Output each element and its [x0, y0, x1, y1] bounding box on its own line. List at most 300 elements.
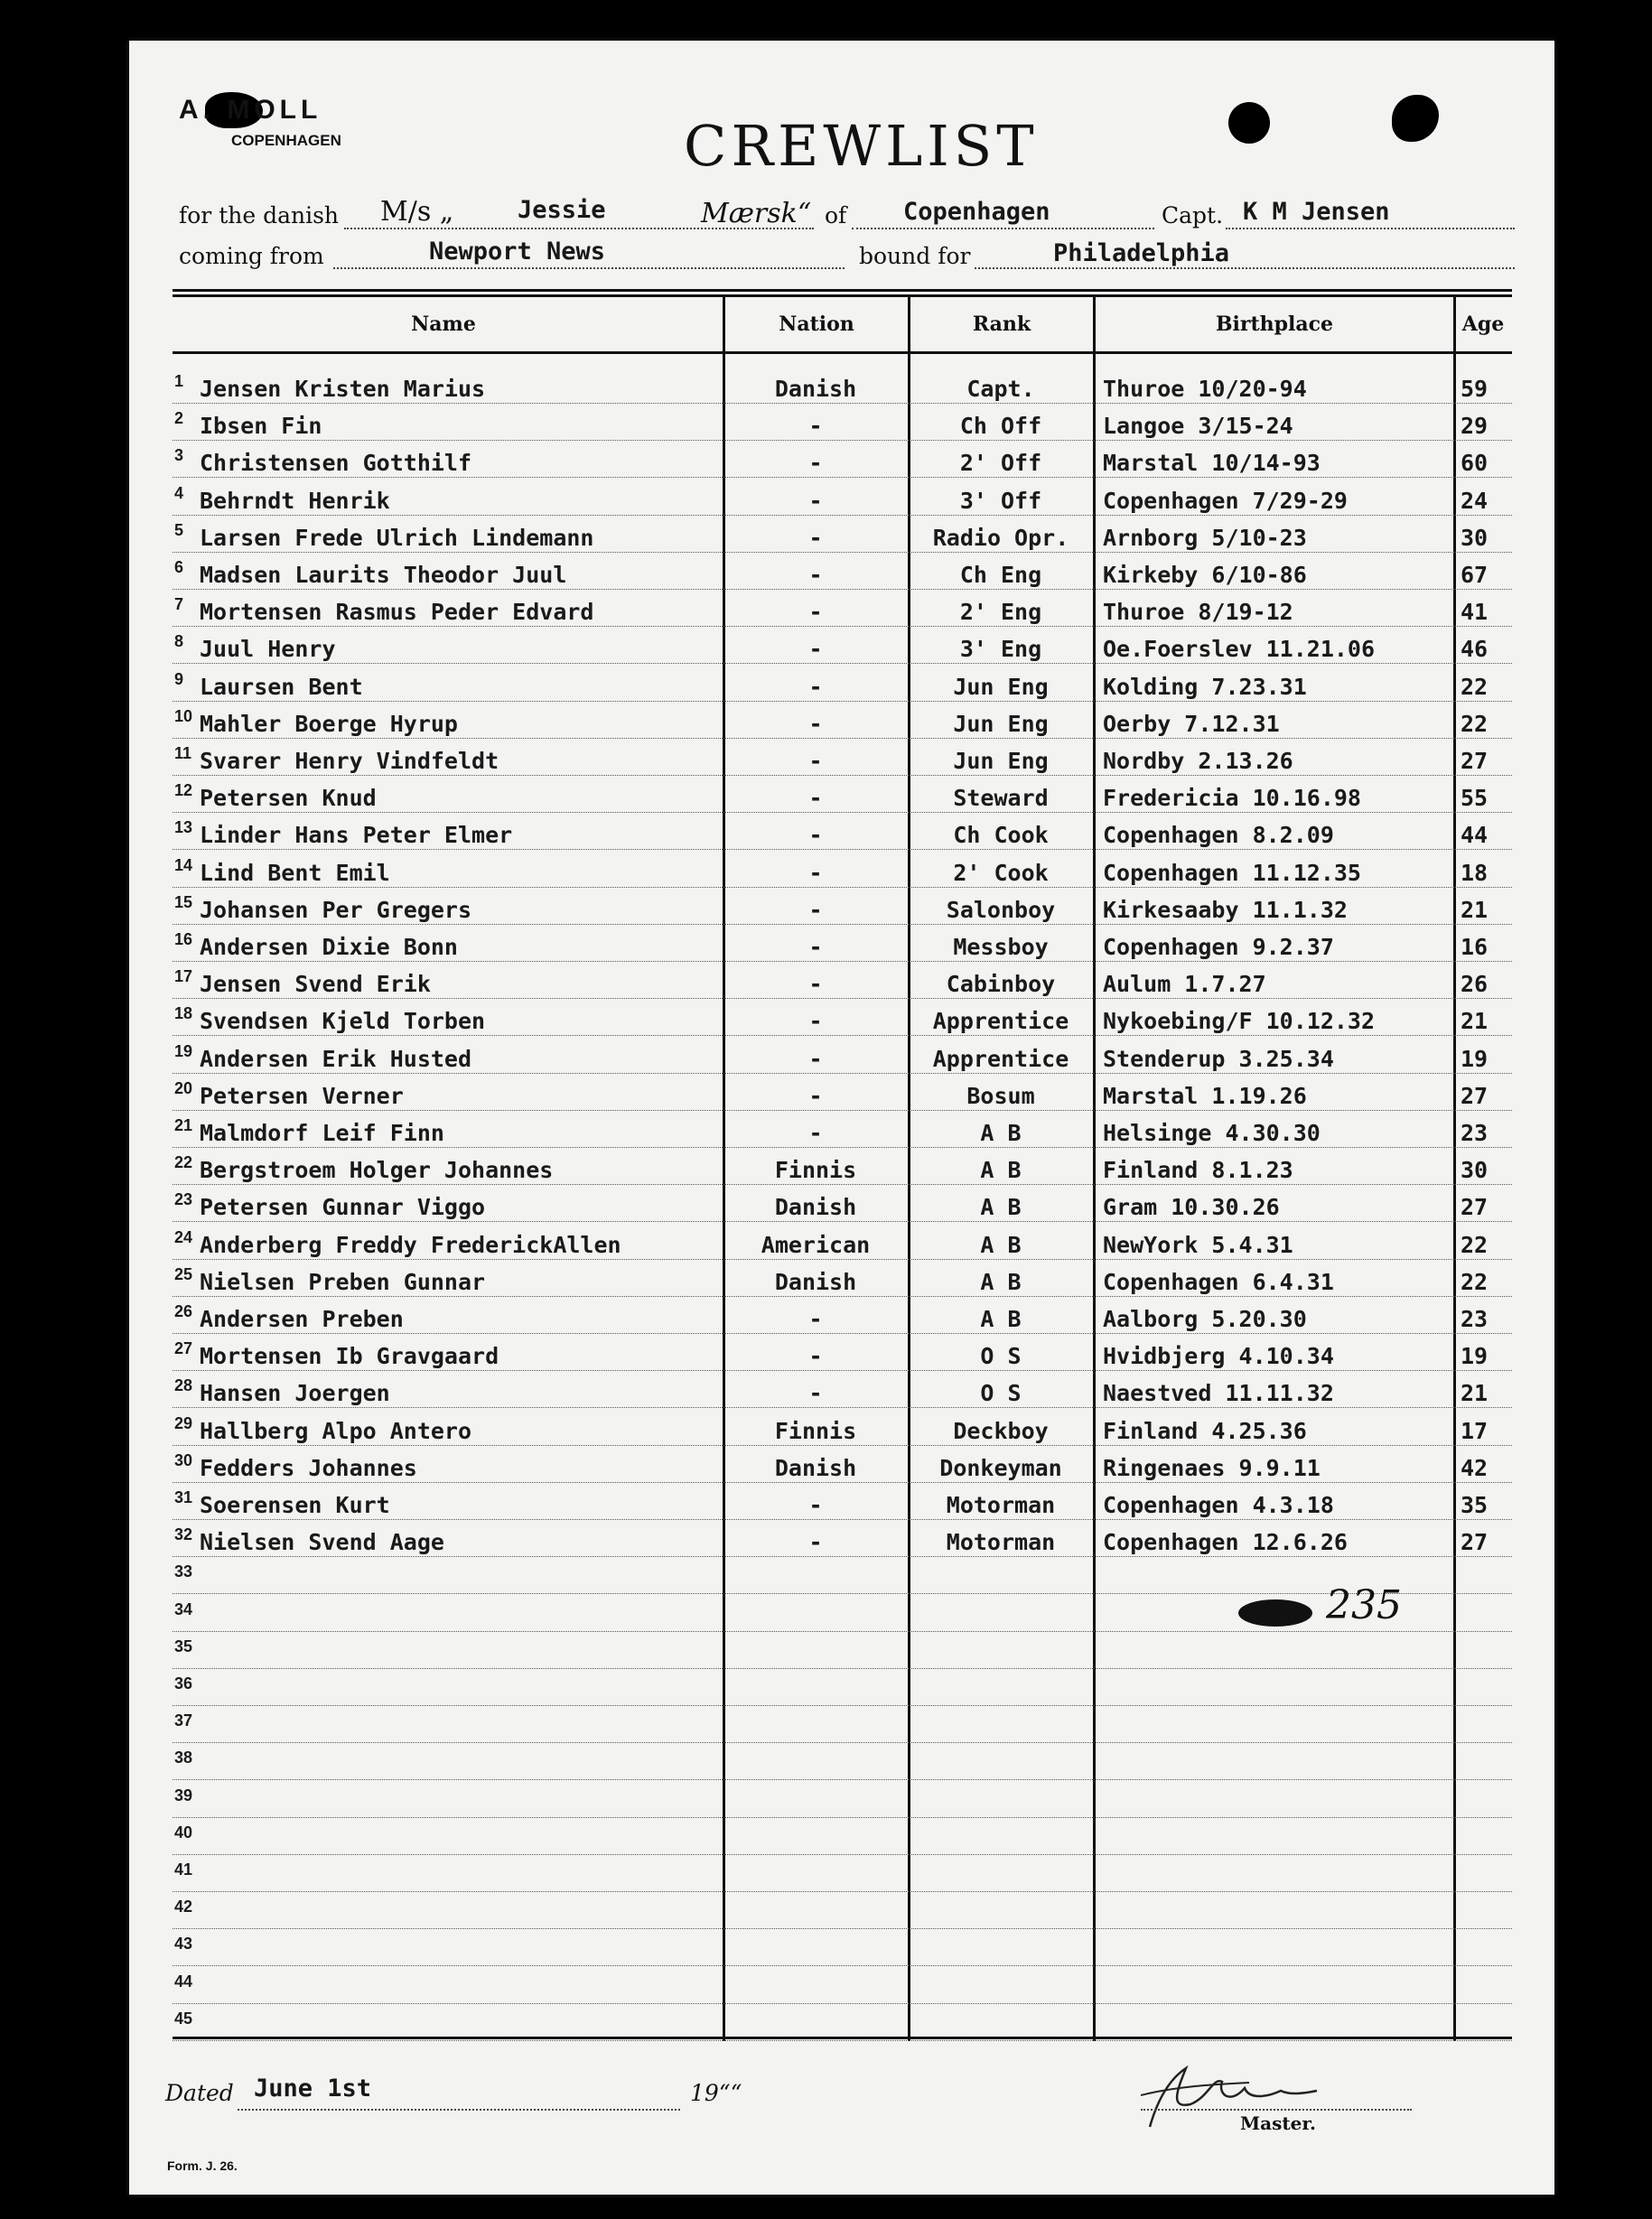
- crew-age: 41: [1461, 599, 1489, 626]
- row-number: 17: [174, 967, 193, 986]
- crew-birthplace: Aulum 1.7.27: [1103, 971, 1266, 998]
- crew-rank: O S: [980, 1380, 1022, 1407]
- row-number: 23: [174, 1190, 193, 1209]
- crew-name: Mortensen Ib Gravgaard: [200, 1343, 499, 1370]
- row-rule: [173, 552, 1512, 553]
- row-rule: [173, 849, 1512, 850]
- crew-name: Ibsen Fin: [200, 413, 322, 440]
- table-row: [173, 595, 1512, 631]
- crew-rank: 2' Eng: [959, 599, 1042, 626]
- row-number: 22: [174, 1153, 193, 1172]
- year-field: 19““: [690, 2080, 742, 2106]
- crew-age: 22: [1461, 1268, 1489, 1295]
- crew-age: 46: [1461, 636, 1489, 663]
- row-number: 38: [174, 1748, 193, 1767]
- crew-age: 67: [1461, 562, 1489, 588]
- table-row: [173, 707, 1512, 743]
- row-rule: [173, 1742, 1512, 1743]
- row-rule: [173, 738, 1512, 739]
- dated-value: June 1st: [254, 2074, 372, 2102]
- crew-birthplace: Copenhagen 7/29-29: [1103, 487, 1348, 514]
- crewlist-form: [129, 41, 1554, 2195]
- crew-name: Behrndt Henrik: [200, 487, 390, 514]
- crew-name: Lind Bent Emil: [200, 859, 390, 886]
- table-row: [173, 1116, 1512, 1152]
- row-number: 6: [174, 558, 184, 576]
- crew-rank: 3' Eng: [959, 636, 1042, 663]
- crew-name: Bergstroem Holger Johannes: [200, 1157, 554, 1184]
- crew-nation: -: [808, 859, 823, 886]
- crew-age: 30: [1461, 524, 1489, 551]
- row-rule: [173, 887, 1512, 888]
- crew-nation: Danish: [774, 1454, 857, 1481]
- row-number: 2: [174, 409, 184, 428]
- crew-rank: Motorman: [946, 1529, 1056, 1556]
- row-rule: [173, 812, 1512, 813]
- crew-birthplace: Marstal 1.19.26: [1103, 1082, 1307, 1109]
- row-rule: [173, 1296, 1512, 1297]
- row-rule: [173, 1482, 1512, 1483]
- crew-name: Madsen Laurits Theodor Juul: [200, 562, 567, 588]
- row-number: 32: [174, 1525, 193, 1544]
- table-row: [173, 1562, 1512, 1599]
- crew-age: 21: [1461, 896, 1489, 923]
- table-row: [173, 967, 1512, 1003]
- crew-rank: Steward: [953, 785, 1049, 812]
- crew-rank: A B: [980, 1194, 1022, 1221]
- crew-name: Christensen Gotthilf: [200, 450, 472, 477]
- row-rule: [173, 1705, 1512, 1706]
- row-rule: [173, 477, 1512, 478]
- row-rule: [173, 1891, 1512, 1892]
- crew-nation: -: [808, 673, 823, 700]
- table-row: [173, 670, 1512, 706]
- crew-rank: Ch Eng: [959, 562, 1042, 588]
- row-number: 7: [174, 595, 184, 614]
- row-number: 36: [174, 1674, 193, 1692]
- crew-birthplace: Naestved 11.11.32: [1103, 1380, 1334, 1407]
- table-row: [173, 1786, 1512, 1823]
- row-number: 15: [174, 892, 193, 911]
- table-row: [173, 1711, 1512, 1748]
- crew-rank: Ch Cook: [953, 822, 1049, 849]
- crew-nation: -: [808, 748, 823, 774]
- crew-name: Jensen Kristen Marius: [200, 376, 486, 402]
- row-number: 20: [174, 1078, 193, 1097]
- crew-birthplace: Kirkeby 6/10-86: [1103, 562, 1307, 588]
- coming-from-label: coming from: [179, 243, 324, 269]
- crew-age: 22: [1461, 1231, 1489, 1258]
- column-header-age: Age: [1461, 312, 1505, 336]
- table-row: [173, 446, 1512, 482]
- table-row: [173, 1897, 1512, 1934]
- crew-name: Hansen Joergen: [200, 1380, 390, 1407]
- crew-age: 30: [1461, 1157, 1489, 1184]
- row-number: 35: [174, 1636, 193, 1655]
- crew-nation: -: [808, 599, 823, 626]
- crew-rank: Apprentice: [932, 1008, 1069, 1035]
- crew-age: 55: [1461, 785, 1489, 812]
- crew-birthplace: NewYork 5.4.31: [1103, 1231, 1293, 1258]
- crew-nation: Danish: [774, 1194, 857, 1221]
- column-header-name: Name: [411, 312, 476, 336]
- row-rule: [173, 701, 1512, 702]
- crew-nation: -: [808, 1082, 823, 1109]
- crew-birthplace: Oerby 7.12.31: [1103, 710, 1280, 737]
- row-number: 33: [174, 1562, 193, 1581]
- row-rule: [173, 1965, 1512, 1966]
- row-number: 31: [174, 1488, 193, 1506]
- crew-rank: Messboy: [953, 934, 1049, 960]
- punch-hole: [1392, 95, 1439, 142]
- row-number: 18: [174, 1004, 193, 1023]
- table-row: [173, 1600, 1512, 1636]
- crew-birthplace: Copenhagen 4.3.18: [1103, 1492, 1334, 1518]
- crew-age: 24: [1461, 487, 1489, 514]
- row-number: 13: [174, 818, 193, 837]
- crew-name: Linder Hans Peter Elmer: [200, 822, 513, 849]
- bound-for-value: Philadelphia: [1053, 239, 1230, 267]
- table-row: [173, 1228, 1512, 1264]
- home-port: Copenhagen: [903, 198, 1050, 226]
- crew-nation: -: [808, 1492, 823, 1518]
- row-rule: [173, 1073, 1512, 1074]
- crew-birthplace: Aalborg 5.20.30: [1103, 1306, 1307, 1332]
- crew-nation: -: [808, 487, 823, 514]
- crew-age: 21: [1461, 1380, 1489, 1407]
- crew-rank: Bosum: [966, 1082, 1035, 1109]
- crew-name: Nielsen Svend Aage: [200, 1529, 444, 1556]
- capt-label: Capt.: [1162, 202, 1224, 228]
- crew-name: Mahler Boerge Hyrup: [200, 710, 458, 737]
- dotted-line: [1141, 2109, 1412, 2111]
- crew-name: Andersen Erik Husted: [200, 1045, 472, 1072]
- row-number: 39: [174, 1785, 193, 1804]
- table-row: [173, 1525, 1512, 1562]
- crew-age: 19: [1461, 1343, 1489, 1370]
- crew-nation: -: [808, 1306, 823, 1332]
- crew-nation: -: [808, 1045, 823, 1072]
- crew-nation: -: [808, 413, 823, 440]
- crew-rank: 3' Off: [959, 487, 1042, 514]
- crew-birthplace: Arnborg 5/10-23: [1103, 524, 1307, 551]
- row-rule: [173, 1445, 1512, 1446]
- crew-nation: Danish: [774, 376, 857, 402]
- table-row: [173, 1935, 1512, 1971]
- of-label: of: [825, 202, 847, 228]
- crew-nation: -: [808, 896, 823, 923]
- crew-rank: Jun Eng: [953, 673, 1049, 700]
- crew-nation: -: [808, 1343, 823, 1370]
- captain-name: K M Jensen: [1243, 198, 1390, 226]
- crew-age: 27: [1461, 1194, 1489, 1221]
- crew-name: Petersen Knud: [200, 785, 377, 812]
- row-rule: [173, 1221, 1512, 1222]
- vessel-name-suffix: Mærsk“: [701, 198, 812, 229]
- row-number: 41: [174, 1860, 193, 1879]
- dotted-line: [852, 228, 1154, 229]
- row-number: 21: [174, 1116, 193, 1134]
- crew-nation: -: [808, 822, 823, 849]
- table-row: [173, 409, 1512, 445]
- row-rule: [173, 1147, 1512, 1148]
- dotted-line: [238, 2109, 680, 2111]
- row-number: 4: [174, 483, 184, 502]
- table-row: [173, 1748, 1512, 1785]
- row-number: 30: [174, 1450, 193, 1469]
- company-city: COPENHAGEN: [231, 132, 341, 149]
- crew-birthplace: Copenhagen 11.12.35: [1103, 859, 1361, 886]
- crew-name: Mortensen Rasmus Peder Edvard: [200, 599, 594, 626]
- row-number: 3: [174, 446, 184, 465]
- crew-rank: A B: [980, 1306, 1022, 1332]
- crew-age: 42: [1461, 1454, 1489, 1481]
- table-row: [173, 1414, 1512, 1450]
- crew-age: 22: [1461, 673, 1489, 700]
- crew-nation: Finnis: [774, 1417, 857, 1444]
- row-number: 11: [174, 744, 192, 762]
- row-number: 19: [174, 1041, 193, 1060]
- crew-birthplace: Copenhagen 9.2.37: [1103, 934, 1334, 960]
- table-row: [173, 1042, 1512, 1078]
- crew-rank: Salonboy: [946, 896, 1056, 923]
- crew-name: Juul Henry: [200, 636, 336, 663]
- table-row: [173, 1004, 1512, 1040]
- row-rule: [173, 2003, 1512, 2004]
- row-rule: [173, 1519, 1512, 1520]
- row-rule: [173, 1854, 1512, 1855]
- dotted-line: [975, 267, 1515, 269]
- row-rule: [173, 589, 1512, 590]
- crew-birthplace: Ringenaes 9.9.11: [1103, 1454, 1321, 1481]
- row-number: 44: [174, 1972, 193, 1991]
- crew-nation: -: [808, 971, 823, 998]
- crew-birthplace: Stenderup 3.25.34: [1103, 1045, 1334, 1072]
- crew-rank: Apprentice: [932, 1045, 1069, 1072]
- row-rule: [173, 1035, 1512, 1036]
- coming-from-value: Newport News: [429, 238, 606, 266]
- bound-for-label: bound for: [859, 243, 971, 269]
- crew-age: 18: [1461, 859, 1489, 886]
- crew-age: 27: [1461, 1529, 1489, 1556]
- crew-rank: O S: [980, 1343, 1022, 1370]
- crew-birthplace: Kirkesaaby 11.1.32: [1103, 896, 1348, 923]
- handwritten-total: 235: [1326, 1582, 1402, 1628]
- dotted-line: [344, 228, 814, 229]
- company-name: A. MOLL: [179, 95, 322, 125]
- crew-nation: -: [808, 636, 823, 663]
- row-number: 37: [174, 1711, 193, 1730]
- crew-age: 59: [1461, 376, 1489, 402]
- header-rule: [173, 351, 1512, 354]
- crew-name: Johansen Per Gregers: [200, 896, 472, 923]
- crew-rank: A B: [980, 1120, 1022, 1146]
- crew-name: Petersen Verner: [200, 1082, 404, 1109]
- crew-age: 27: [1461, 1082, 1489, 1109]
- row-rule: [173, 663, 1512, 664]
- row-number: 9: [174, 669, 184, 688]
- row-number: 42: [174, 1897, 193, 1916]
- crew-rank: Capt.: [966, 376, 1035, 402]
- crew-nation: -: [808, 785, 823, 812]
- crew-age: 21: [1461, 1008, 1489, 1035]
- table-top-rule: [173, 289, 1512, 292]
- table-top-rule: [173, 294, 1512, 297]
- crew-birthplace: Thuroe 10/20-94: [1103, 376, 1307, 402]
- crew-birthplace: Gram 10.30.26: [1103, 1194, 1280, 1221]
- crew-nation: Finnis: [774, 1157, 857, 1184]
- crew-birthplace: Nykoebing/F 10.12.32: [1103, 1008, 1376, 1035]
- row-number: 28: [174, 1376, 193, 1395]
- table-row: [173, 2009, 1512, 2046]
- crew-birthplace: Copenhagen 6.4.31: [1103, 1268, 1334, 1295]
- crew-name: Fedders Johannes: [200, 1454, 417, 1481]
- vessel-name: Jessie: [518, 196, 606, 224]
- crew-rank: A B: [980, 1268, 1022, 1295]
- row-number: 10: [174, 706, 193, 725]
- crew-age: 23: [1461, 1120, 1489, 1146]
- crew-nation: -: [808, 1008, 823, 1035]
- row-number: 25: [174, 1264, 193, 1283]
- row-rule: [173, 1593, 1512, 1594]
- crew-nation: -: [808, 934, 823, 960]
- crew-rank: Radio Opr.: [932, 524, 1069, 551]
- row-rule: [173, 1259, 1512, 1260]
- table-row: [173, 1190, 1512, 1226]
- crew-age: 29: [1461, 413, 1489, 440]
- crew-birthplace: Finland 8.1.23: [1103, 1157, 1293, 1184]
- table-row: [173, 893, 1512, 929]
- row-rule: [173, 515, 1512, 516]
- crew-name: Nielsen Preben Gunnar: [200, 1268, 486, 1295]
- crew-nation: Danish: [774, 1268, 857, 1295]
- table-row: [173, 856, 1512, 892]
- master-label: Master.: [1240, 2112, 1316, 2134]
- crew-age: 26: [1461, 971, 1489, 998]
- punch-hole: [1228, 102, 1270, 144]
- crew-birthplace: Kolding 7.23.31: [1103, 673, 1307, 700]
- crew-age: 27: [1461, 748, 1489, 774]
- crew-name: Anderberg Freddy FrederickAllen: [200, 1231, 621, 1258]
- crew-rank: Jun Eng: [953, 748, 1049, 774]
- table-row: [173, 1972, 1512, 2009]
- row-number: 45: [174, 2009, 193, 2028]
- crew-birthplace: Fredericia 10.16.98: [1103, 785, 1361, 812]
- row-rule: [173, 1817, 1512, 1818]
- crew-name: Petersen Gunnar Viggo: [200, 1194, 486, 1221]
- row-rule: [173, 1333, 1512, 1334]
- table-row: [173, 1376, 1512, 1413]
- crew-rank: Ch Off: [959, 413, 1042, 440]
- crew-birthplace: Thuroe 8/19-12: [1103, 599, 1293, 626]
- row-rule: [173, 403, 1512, 404]
- crew-name: Svendsen Kjeld Torben: [200, 1008, 486, 1035]
- row-rule: [173, 961, 1512, 962]
- crew-rank: 2' Cook: [953, 859, 1049, 886]
- table-row: [173, 1265, 1512, 1301]
- form-number: Form. J. 26.: [167, 2158, 238, 2173]
- crew-rank: Deckboy: [953, 1417, 1049, 1444]
- row-rule: [173, 998, 1512, 999]
- crew-nation: -: [808, 1120, 823, 1146]
- crew-rank: Jun Eng: [953, 710, 1049, 737]
- crew-nation: -: [808, 562, 823, 588]
- crew-age: 16: [1461, 934, 1489, 960]
- crew-name: Malmdorf Leif Finn: [200, 1120, 444, 1146]
- table-row: [173, 818, 1512, 854]
- crew-birthplace: Copenhagen 8.2.09: [1103, 822, 1334, 849]
- column-header-rank: Rank: [972, 312, 1031, 336]
- crew-nation: -: [808, 1529, 823, 1556]
- row-number: 26: [174, 1302, 193, 1320]
- row-number: 8: [174, 632, 184, 651]
- crew-birthplace: Marstal 10/14-93: [1103, 450, 1321, 477]
- table-row: [173, 558, 1512, 594]
- crew-birthplace: Helsinge 4.30.30: [1103, 1120, 1321, 1146]
- crew-rank: Cabinboy: [946, 971, 1056, 998]
- crew-table: [173, 289, 1512, 2041]
- dotted-line: [1226, 228, 1515, 229]
- crew-name: Svarer Henry Vindfeldt: [200, 748, 499, 774]
- row-rule: [173, 1928, 1512, 1929]
- row-rule: [173, 440, 1512, 441]
- row-rule: [173, 1184, 1512, 1185]
- page-title: CREWLIST: [684, 113, 1039, 179]
- crew-birthplace: Copenhagen 12.6.26: [1103, 1529, 1348, 1556]
- row-number: 16: [174, 930, 193, 948]
- table-row: [173, 1674, 1512, 1711]
- crew-rank: A B: [980, 1231, 1022, 1258]
- crew-rank: 2' Off: [959, 450, 1042, 477]
- table-row: [173, 744, 1512, 780]
- crew-age: 60: [1461, 450, 1489, 477]
- crew-nation: American: [761, 1231, 871, 1258]
- crew-age: 22: [1461, 710, 1489, 737]
- row-number: 24: [174, 1227, 193, 1246]
- table-row: [173, 372, 1512, 408]
- row-number: 14: [174, 855, 193, 874]
- row-number: 34: [174, 1599, 193, 1618]
- dated-label: Dated: [165, 2080, 234, 2106]
- row-number: 40: [174, 1823, 193, 1841]
- row-rule: [173, 1370, 1512, 1371]
- crew-rank: Motorman: [946, 1492, 1056, 1518]
- crew-birthplace: Langoe 3/15-24: [1103, 413, 1293, 440]
- row-rule: [173, 1407, 1512, 1408]
- row-rule: [173, 775, 1512, 776]
- row-rule: [173, 1631, 1512, 1632]
- crew-age: 23: [1461, 1306, 1489, 1332]
- column-header-birthplace: Birthplace: [1215, 312, 1334, 336]
- row-rule: [173, 1668, 1512, 1669]
- row-rule: [173, 626, 1512, 627]
- crew-age: 19: [1461, 1045, 1489, 1072]
- crew-age: 35: [1461, 1492, 1489, 1518]
- crew-birthplace: Finland 4.25.36: [1103, 1417, 1307, 1444]
- table-row: [173, 1079, 1512, 1115]
- crew-age: 17: [1461, 1417, 1489, 1444]
- table-row: [173, 521, 1512, 557]
- crew-nation: -: [808, 1380, 823, 1407]
- crew-nation: -: [808, 710, 823, 737]
- crew-name: Laursen Bent: [200, 673, 363, 700]
- crew-name: Soerensen Kurt: [200, 1492, 390, 1518]
- crew-birthplace: Oe.Foerslev 11.21.06: [1103, 636, 1376, 663]
- crew-name: Hallberg Alpo Antero: [200, 1417, 472, 1444]
- crew-name: Larsen Frede Ulrich Lindemann: [200, 524, 594, 551]
- row-number: 27: [174, 1339, 193, 1358]
- crew-name: Andersen Dixie Bonn: [200, 934, 458, 960]
